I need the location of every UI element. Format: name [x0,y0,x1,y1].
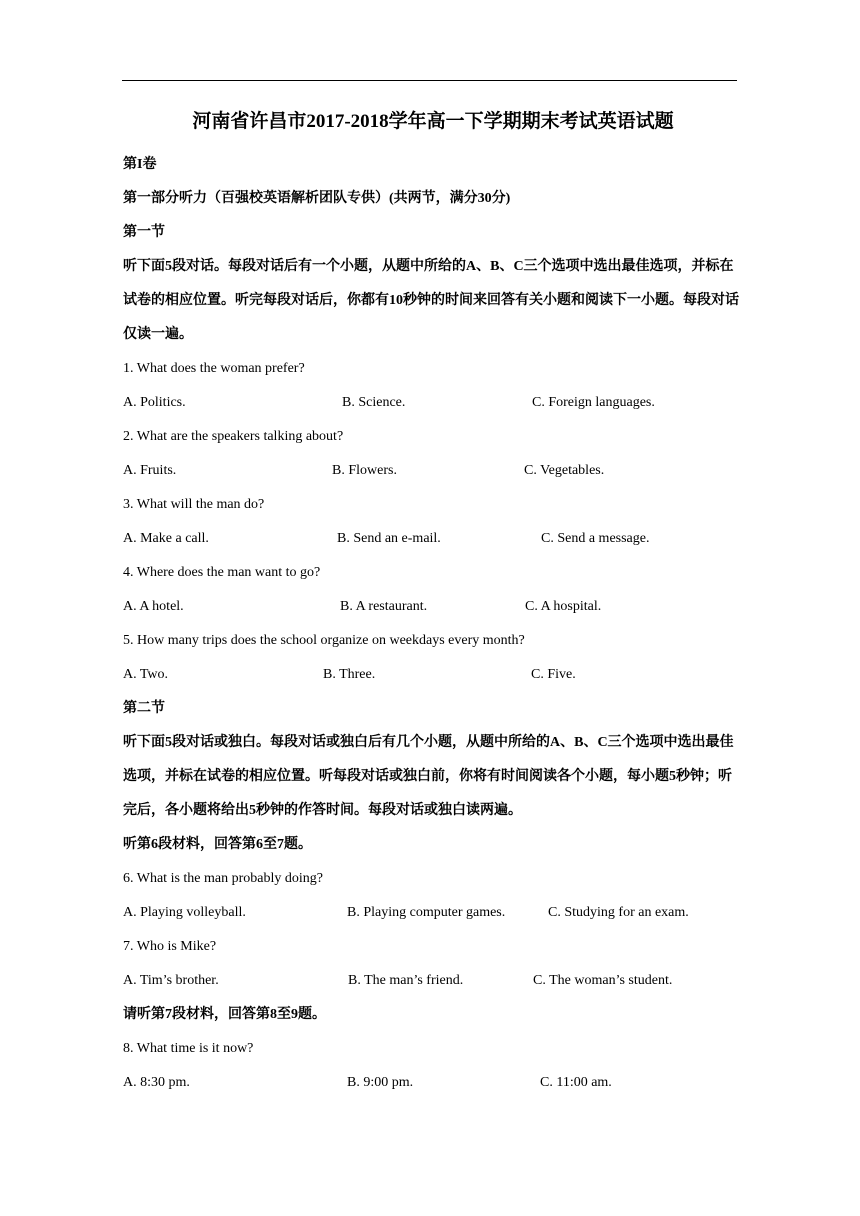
option-a: A. A hotel. [123,599,184,614]
option-a: A. Two. [123,667,169,682]
question-1: 1. What does the woman prefer? [123,361,305,376]
option-b: B. Flowers. [332,463,397,478]
option-b: B. Science. [342,395,406,410]
options-5 [123,658,743,692]
question-4: 4. Where does the man want to go? [123,565,321,580]
part-heading: 第一部分听力（百强校英语解析团队专供）(共两节，满分30分) [123,191,511,206]
options-6 [123,896,743,930]
option-c: C. A hospital. [525,599,602,614]
options-2 [123,454,743,488]
material-7-heading: 请听第7段材料，回答第8至9题。 [123,1007,326,1022]
option-a: A. Fruits. [123,463,177,478]
section2-heading: 第二节 [123,701,165,716]
options-3 [123,522,743,556]
section1-heading: 第一节 [123,225,165,240]
option-a: A. Politics. [123,395,186,410]
question-7: 7. Who is Mike? [123,939,217,954]
options-4 [123,590,743,624]
option-a: A. Playing volleyball. [123,905,246,920]
document-title: 河南省许昌市2017-2018学年高一下学期期末考试英语试题 [192,111,674,132]
volume-heading: 第I卷 [123,157,157,172]
section1-instructions: 听下面5段对话。每段对话后有一个小题，从题中所给的A、B、C三个选项中选出最佳选项，并标在试卷的相应位置。听完每段对话后，你都有10秒钟的时间来回答有关小题和阅读下一小题。每段对话仅读一遍。 [123,259,739,342]
option-c: C. Foreign languages. [532,395,655,410]
question-2: 2. What are the speakers talking about? [123,429,344,444]
options-7 [123,964,743,998]
option-c: C. Vegetables. [524,463,605,478]
question-5: 5. How many trips does the school organize on weekdays every month? [123,633,525,648]
question-6: 6. What is the man probably doing? [123,871,323,886]
option-b: B. 9:00 pm. [347,1075,414,1090]
option-b: B. Three. [323,667,376,682]
header-rule [122,80,737,81]
option-a: A. Tim’s brother. [123,973,219,988]
question-8: 8. What time is it now? [123,1041,254,1056]
option-b: B. A restaurant. [340,599,428,614]
option-c: C. Send a message. [541,531,650,546]
option-b: B. The man’s friend. [348,973,464,988]
option-c: C. 11:00 am. [540,1075,612,1090]
options-1 [123,386,743,420]
question-3: 3. What will the man do? [123,497,265,512]
option-c: C. Studying for an exam. [548,905,689,920]
exam-page [123,110,743,1100]
option-a: A. Make a call. [123,531,209,546]
option-c: C. The woman’s student. [533,973,673,988]
section2-instructions: 听下面5段对话或独白。每段对话或独白后有几个小题，从题中所给的A、B、C三个选项中选出最佳选项，并标在试卷的相应位置。听每段对话或独白前，你将有时间阅读各个小题，每小题5秒钟；听完后，各小题将给出5秒钟的作答时间。每段对话或独白读两遍。 [123,735,734,818]
option-c: C. Five. [531,667,576,682]
option-a: A. 8:30 pm. [123,1075,190,1090]
option-b: B. Playing computer games. [347,905,506,920]
option-b: B. Send an e-mail. [337,531,441,546]
options-8 [123,1066,743,1100]
material-6-heading: 听第6段材料，回答第6至7题。 [123,837,312,852]
